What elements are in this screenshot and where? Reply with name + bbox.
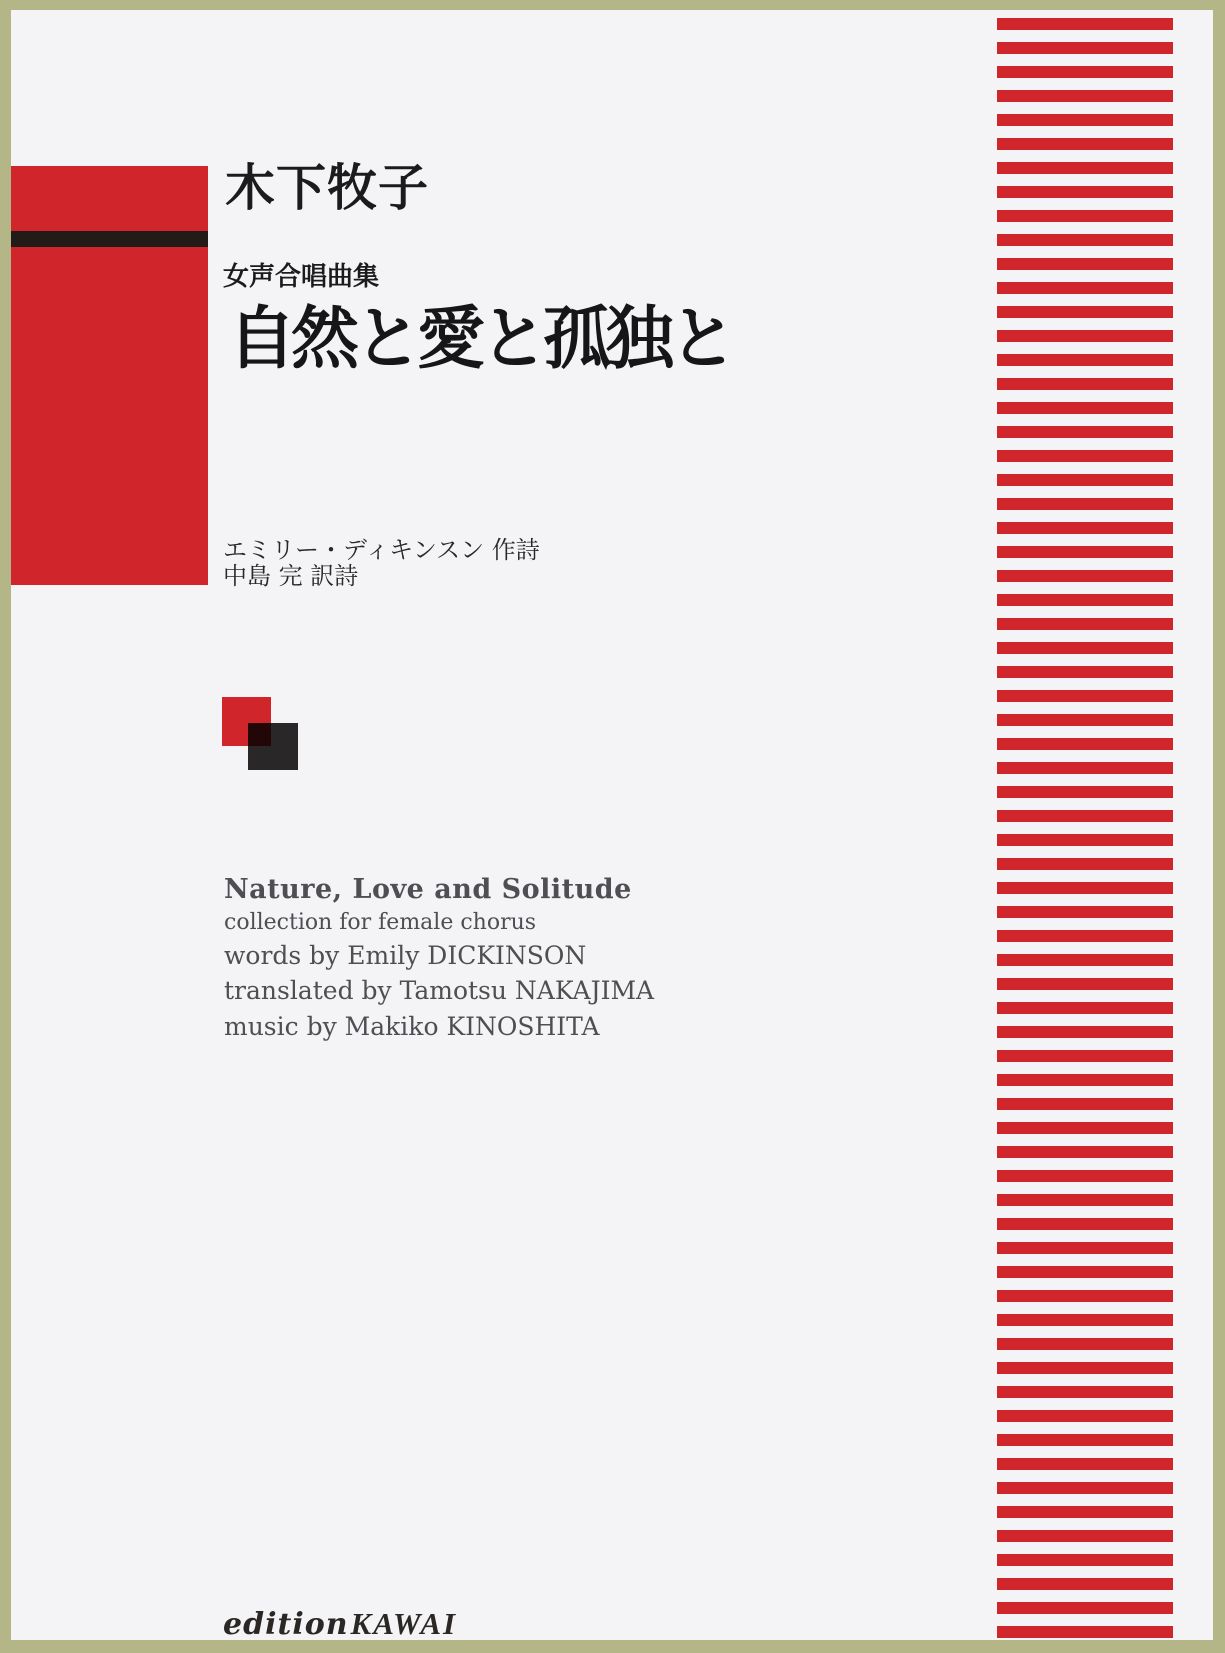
english-translation-credit: translated by Tamotsu NAKAJIMA <box>224 976 655 1005</box>
logo-black-square <box>248 723 298 770</box>
publisher-logo <box>223 1606 458 1640</box>
cover-page <box>11 10 1213 1640</box>
english-music-credit: music by Makiko KINOSHITA <box>224 1012 600 1041</box>
english-subtitle: collection for female chorus <box>224 910 537 935</box>
publisher-name: KAWAI <box>350 1606 458 1640</box>
english-title: Nature, Love and Solitude <box>224 874 632 905</box>
credit-lyricist: エミリー・ディキンスン 作詩 <box>223 536 540 564</box>
composer-name: 木下牧子 <box>225 159 429 217</box>
english-words-credit: words by Emily DICKINSON <box>224 941 587 970</box>
stripe-pattern <box>997 18 1173 1640</box>
series-label: 女声合唱曲集 <box>223 262 380 292</box>
black-accent-bar <box>11 231 208 247</box>
publisher-script-word: edition <box>223 1607 349 1640</box>
main-title: 自然と愛と孤独と <box>228 299 733 379</box>
credit-translator: 中島 完 訳詩 <box>223 562 359 590</box>
red-accent-block <box>11 166 208 585</box>
